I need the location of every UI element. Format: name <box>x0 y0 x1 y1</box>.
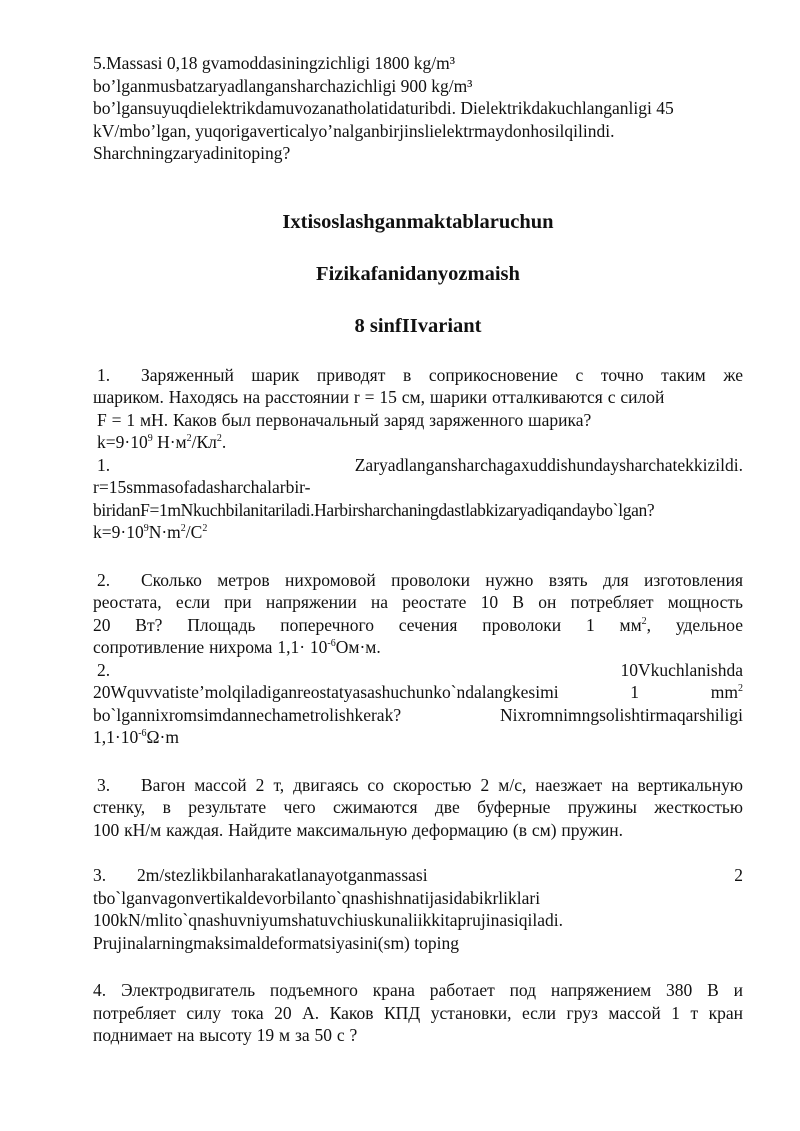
question-1-uz-line: biridanF=1mNkuchbilanitariladi.Harbirsharchaningdastlabkizaryadiqandaybo`lgan? <box>93 499 655 520</box>
question-text <box>711 681 743 704</box>
question-4-line: 4. Электродвигатель подъемного крана работает под напряжением 380 В и <box>93 980 743 1000</box>
question-1 <box>93 364 743 544</box>
variant-heading: 8 sinfIIvariant <box>354 314 482 337</box>
exponent: -6 <box>327 638 336 650</box>
question-3-uz-line: tbo`lganvagonvertikaldevorbilanto`qnashishnatijasidabikrliklari <box>93 887 541 908</box>
question-1-ru-line: F = 1 мН. Каков был первоначальный заряд заряженного шарика? <box>97 409 592 430</box>
question-text: Nixromnimngsolishtirmaqarshiligi <box>499 704 743 725</box>
question-text: 1 <box>630 682 640 702</box>
school-heading: Ixtisoslashganmaktablaruchun <box>282 210 554 233</box>
question-2-uz-line <box>93 704 743 727</box>
question-1-ru-constant <box>93 431 743 454</box>
constant-unit: /Кл <box>191 432 217 452</box>
exponent: 9 <box>143 523 149 535</box>
question-2-uz-line <box>93 726 743 749</box>
question-3-ru-line: 100 кН/м каждая. Найдите максимальную деформацию (в см) пружин. <box>93 819 624 840</box>
question-2-uz-line <box>93 659 743 682</box>
question-text: Заряженный шарик приводят в соприкосновение с точно таким же <box>141 364 743 385</box>
question-number: 1. <box>97 454 111 475</box>
question-text: Ω·m <box>146 727 179 747</box>
question-text: Вагон массой 2 т, двигаясь со скоростью 2 м/с, наезжает на вертикальную <box>141 774 743 795</box>
question-text: 2m/stezlikbilanharakatlanayotganmassasi <box>137 865 428 885</box>
constant-text: k=9·10 <box>93 522 144 542</box>
question-3-uz-line <box>93 864 743 887</box>
intro-line: kV/mbo’lgan, yuqorigaverticalyo’nalganbirjinslielektrmaydonhosilqilindi. <box>93 120 615 141</box>
question-number: 1. <box>97 364 111 385</box>
subject-heading: Fizikafanidanyozmaish <box>316 262 520 285</box>
exponent: 2 <box>737 683 743 695</box>
question-text: Ом·м. <box>335 637 381 657</box>
question-text: 2 <box>734 865 743 885</box>
question-1-uz-line: r=15smmasofadasharchalarbir- <box>93 477 311 497</box>
question-2-ru-line: реостата, если при напряжении на реостате 10 В он потребляет мощность <box>93 592 743 612</box>
question-3-ru-line <box>93 774 743 797</box>
question-1-uz-constant <box>93 521 743 544</box>
constant-end: . <box>221 432 227 452</box>
question-3-uz-line: Prujinalarningmaksimaldeformatsiyasini(sm) toping <box>93 932 459 953</box>
question-number: 2. <box>97 659 111 680</box>
exponent: 2 <box>641 615 647 627</box>
question-text: 10Vkuchlanishda <box>620 659 743 680</box>
question-2-uz-line <box>93 681 743 704</box>
question-text: сопротивление нихрома 1,1· 10 <box>93 637 328 657</box>
question-2-ru-line <box>93 636 743 659</box>
question-4 <box>93 979 743 1047</box>
intro-problem <box>93 52 743 165</box>
question-number: 2. <box>97 569 111 590</box>
exponent: 2 <box>186 433 192 445</box>
question-text: 20 Вт? Площадь поперечного сечения проволоки 1 мм <box>93 614 642 635</box>
question-text: , удельное <box>646 614 743 635</box>
question-text: 1,1·10 <box>93 727 139 747</box>
question-text: bo`lgannixromsimdannechametrolishkerak? <box>93 704 402 725</box>
exponent: -6 <box>138 728 147 740</box>
exponent: 2 <box>216 433 222 445</box>
question-4-line: поднимает на высоту 19 м за 50 с ? <box>93 1025 358 1045</box>
question-3 <box>93 774 743 842</box>
exponent: 2 <box>180 523 186 535</box>
question-number: 3. <box>93 865 107 885</box>
question-text <box>93 864 428 887</box>
question-text: Сколько метров нихромовой проволоки нужно взять для изготовления <box>141 569 743 590</box>
heading-group <box>93 210 743 338</box>
question-4-line: потребляет силу тока 20 А. Каков КПД установки, если груз массой 1 т кран <box>93 1002 743 1023</box>
question-text: 20Wquvvatiste’molqiladiganreostatyasashuchunko`ndalangkesimi <box>93 682 559 702</box>
question-2-ru-line <box>93 614 743 637</box>
question-text: Zaryadlangansharchagaxuddishundaysharchatekkizildi. <box>354 454 743 475</box>
unit-text: mm <box>710 682 738 702</box>
intro-line: 5.Massasi 0,18 gvamoddasiningzichligi 1800 kg/m³ <box>93 53 456 73</box>
question-3-uz-line: 100kN/mlito`qnashuvniyumshatuvchiuskunaliikkitaprujinasiqiladi. <box>93 910 564 930</box>
question-number: 3. <box>97 774 111 795</box>
exponent: 9 <box>147 433 153 445</box>
question-2-ru-line <box>93 569 743 592</box>
exponent: 2 <box>202 523 208 535</box>
question-2 <box>93 569 743 749</box>
question-1-ru-line: шариком. Находясь на расстоянии r = 15 см, шарики отталкиваются с силой <box>93 387 665 407</box>
constant-unit: Н·м <box>152 432 187 452</box>
intro-line: bo’lganmusbatzaryadlangansharchazichligi 900 kg/m³ <box>93 75 473 96</box>
question-3-ru-line: стенку, в результате чего сжимаются две буферные пружины жесткостью <box>93 797 743 817</box>
question-1-uz-line <box>93 454 743 477</box>
question-1-ru-line <box>93 364 743 387</box>
constant-unit: N·m <box>148 522 181 542</box>
intro-line: Sharchningzaryadinitoping? <box>93 143 291 163</box>
constant-text: k=9·10 <box>97 432 148 452</box>
question-3-uz <box>93 864 743 954</box>
constant-unit: /C <box>185 522 203 542</box>
intro-line: bo’lgansuyuqdielektrikdamuvozanatholatidaturibdi. Dielektrikdakuchlanganligi 45 <box>93 98 674 118</box>
